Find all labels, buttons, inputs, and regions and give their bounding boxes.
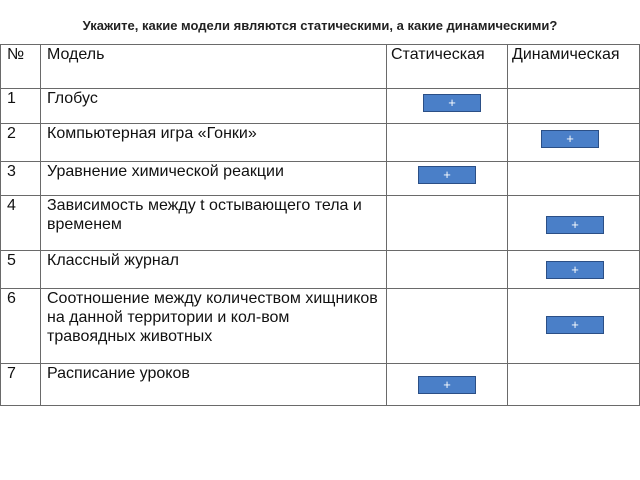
static-cell (387, 251, 508, 289)
table-row (1, 251, 640, 289)
header-model: Модель (41, 45, 387, 89)
dynamic-cell (508, 162, 640, 196)
row-model: Расписание уроков (41, 364, 387, 406)
static-cell (387, 124, 508, 162)
row-model: Компьютерная игра «Гонки» (41, 124, 387, 162)
row-number: 1 (1, 89, 41, 124)
models-table (0, 44, 640, 406)
answer-mark-row-2[interactable]: + (541, 130, 599, 148)
table-row (1, 196, 640, 251)
header-dynamic: Динамическая (508, 45, 640, 89)
row-number: 5 (1, 251, 41, 289)
header-static: Статическая (387, 45, 508, 89)
static-cell (387, 289, 508, 364)
answer-mark-row-7[interactable]: + (418, 376, 476, 394)
answer-mark-row-1[interactable]: + (423, 94, 481, 112)
answer-mark-row-4[interactable]: + (546, 216, 604, 234)
row-model: Классный журнал (41, 251, 387, 289)
header-number: № (1, 45, 41, 89)
row-number: 7 (1, 364, 41, 406)
question-title: Укажите, какие модели являются статическими, а какие динамическими? (82, 18, 558, 33)
row-number: 6 (1, 289, 41, 364)
row-model: Уравнение химической реакции (41, 162, 387, 196)
answer-mark-row-6[interactable]: + (546, 316, 604, 334)
header-row (1, 45, 640, 89)
answer-mark-row-3[interactable]: + (418, 166, 476, 184)
table-row (1, 162, 640, 196)
row-model: Соотношение между количеством хищников на данной территории и кол-вом травоядных животных (41, 289, 387, 364)
row-number: 3 (1, 162, 41, 196)
table-row (1, 364, 640, 406)
row-number: 4 (1, 196, 41, 251)
table-row (1, 89, 640, 124)
dynamic-cell (508, 89, 640, 124)
row-model: Глобус (41, 89, 387, 124)
table-row (1, 289, 640, 364)
row-model: Зависимость между t остывающего тела и временем (41, 196, 387, 251)
row-number: 2 (1, 124, 41, 162)
answer-mark-row-5[interactable]: + (546, 261, 604, 279)
dynamic-cell (508, 364, 640, 406)
static-cell (387, 196, 508, 251)
